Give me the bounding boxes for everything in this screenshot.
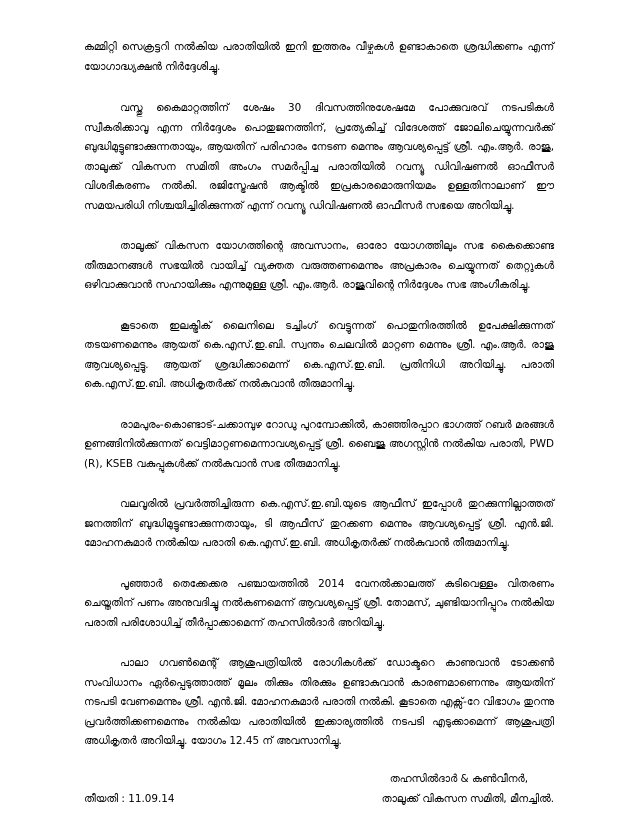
signature-block bbox=[84, 770, 554, 809]
paragraph-3: താലൂക്ക് വികസന യോഗത്തിന്റെ അവസാനം, ഓരോ യോഗത്തിലും സഭ കൈക്കൊണ്ട തീരുമാനങ്ങൾ സഭയിൽ വായിച്ച് വ്യക്തത വരുത്തണമെന്നും അപ്രകാരം ചെയ്യുന്നത് തെറ്റുകൾ ഒഴിവാക്കുവാൻ സഹായിക്കും എന്നുമുള്ള ശ്രീ. എം.ആർ. രാജുവിന്റെ നിർദ്ദേശം സഭ അംഗീകരിച്ചു. bbox=[84, 240, 554, 291]
paragraph-8: പാലാ ഗവൺമെന്റ് ആശുപത്രിയിൽ രോഗികൾക്ക് ഡോക്ടറെ കാണുവാൻ ടോക്കൺ സംവിധാനം ഏർപ്പെടുത്താത്ത് മൂലം തിക്കും തിരക്കും ഉണ്ടാകുവാൻ കാരണമാണെന്നും ആയതിന് നടപടി വേണമെന്നും ശ്രീ. എൻ.ജി. മോഹനകുമാർ പരാതി നൽകി. കൂടാതെ എക്സ്-റേ വിഭാഗം തുറന്നു പ്രവർത്തിക്കണമെന്നും നൽകിയ പരാതിയിൽ ഇക്കാര്യത്തിൽ നടപടി എടുക്കാമെന്ന് ആശുപത്രി അധികൃതർ അറിയിച്ചു. യോഗം 12.45 ന് അവസാനിച്ചു. bbox=[84, 657, 554, 747]
paragraph-5: രാമപുരം-കൊണ്ടാട്-ചക്കാമ്പുഴ റോഡു പുറമ്പോക്കിൽ, കാഞ്ഞിരപ്പാറ ഭാഗത്ത് റബർ മരങ്ങൾ ഉണങ്ങിനിൽക്കുന്നത് വെട്ടിമാറ്റണമെന്നാവശ്യപ്പെട്ട് ശ്രീ. ബൈജു അഗസ്റ്റിൻ നൽകിയ പരാതി, PWD (R), KSEB വകുപ്പുകൾക്ക് നൽകുവാൻ സഭ തീരുമാനിച്ചു. bbox=[84, 418, 554, 470]
signatory-organization: താലൂക്ക് വികസന സമിതി, മീനച്ചിൽ. bbox=[381, 792, 554, 805]
paragraph-1: കമ്മിറ്റി സെക്രട്ടറി നൽകിയ പരാതിയിൽ ഇനി ഇത്തരം വീഴ്ചകൾ ഉണ്ടാകാതെ ശ്രദ്ധിക്കണം എന്ന് യോഗാദ്ധ്യക്ഷൻ നിർദ്ദേശിച്ചു. bbox=[84, 41, 554, 73]
paragraph-6: വലവൂരിൽ പ്രവർത്തിച്ചിരുന്ന കെ.എസ്.ഇ.ബി.യുടെ ആഫീസ് ഇപ്പോൾ തുറക്കുന്നില്ലാത്തത് ജനത്തിന് ബുദ്ധിമുട്ടുണ്ടാക്കുന്നതായും, ടി ആഫീസ് തുറക്കണ മെന്നും ആവശ്യപ്പെട്ട് ശ്രീ. എൻ.ജി. മോഹനകുമാർ നൽകിയ പരാതി കെ.എസ്.ഇ.ബി. അധികൃതർക്ക് നൽകുവാൻ തീരുമാനിച്ചു. bbox=[84, 498, 554, 549]
paragraph-2: വസ്തു കൈമാറ്റത്തിന് ശേഷം 30 ദിവസത്തിനുശേഷമേ പോക്കുവരവ് നടപടികൾ സ്വീകരിക്കാവൂ എന്ന നിർദ്ദേശം പൊതുജനത്തിന്, പ്രത്യേകിച്ച് വിദേശത്ത് ജോലിചെയ്യുന്നവർക്ക് ബുദ്ധിമുട്ടുണ്ടാക്കുന്നതായും, ആയതിന് പരിഹാരം നേടണ മെന്നും ആവശ്യപ്പെട്ട് ശ്രീ. എം.ആർ. രാജു, താലൂക്ക് വികസന സമിതി അംഗം സമർപ്പിച്ച പരാതിയിൽ റവന്യൂ ഡിവിഷണൽ ഓഫീസർ വിശദീകരണം നൽകി. രജിസ്ട്രേഷൻ ആക്ടിൽ ഇപ്രകാരമൊരുനിയമം ഉള്ളതിനാലാണ് ഈ സമയപരിധി നിശ്ചയിച്ചിരിക്കുന്നത് എന്ന് റവന്യൂ ഡിവിഷണൽ ഓഫീസർ സഭയെ അറിയിച്ചു. bbox=[84, 102, 554, 212]
date-label: തീയതി : 11.09.14 bbox=[84, 792, 175, 805]
document-body bbox=[84, 38, 554, 773]
paragraph-7: പൂഞ്ഞാർ തെക്കേക്കര പഞ്ചായത്തിൽ 2014 വേനൽക്കാലത്ത് കുടിവെള്ളം വിതരണം ചെയ്തതിന് പണം അനുവദിച്ചു നൽകണമെന്ന് ആവശ്യപ്പെട്ട് ശ്രീ. തോമസ്, ചുണ്ടിയാനിപ്പുറം നൽകിയ പരാതി പരിശോധിച്ച് തീർപ്പാക്കാമെന്ന് തഹസിൽദാർ അറിയിച്ചു. bbox=[84, 577, 554, 629]
signatory-designation: തഹസിൽദാർ & കൺവീനർ, bbox=[389, 773, 528, 785]
paragraph-4: കൂടാതെ ഇലക്ട്രിക് ലൈനിലെ ടച്ചിംഗ് വെട്ടുന്നത് പൊതുനിരത്തിൽ ഉപേക്ഷിക്കുന്നത് തടയണമെന്നും ആയത് കെ.എസ്.ഇ.ബി. സ്വന്തം ചെലവിൽ മാറ്റണ മെന്നും ശ്രീ. എം.ആർ. രാജു ആവശ്യപ്പെട്ടു. ആയത് ശ്രദ്ധിക്കാമെന്ന് കെ.എസ്.ഇ.ബി. പ്രതിനിധി അറിയിച്ചു. പരാതി കെ.എസ്.ഇ.ബി. അധികൃതർക്ക് നൽകുവാൻ തീരുമാനിച്ചു. bbox=[84, 319, 554, 390]
